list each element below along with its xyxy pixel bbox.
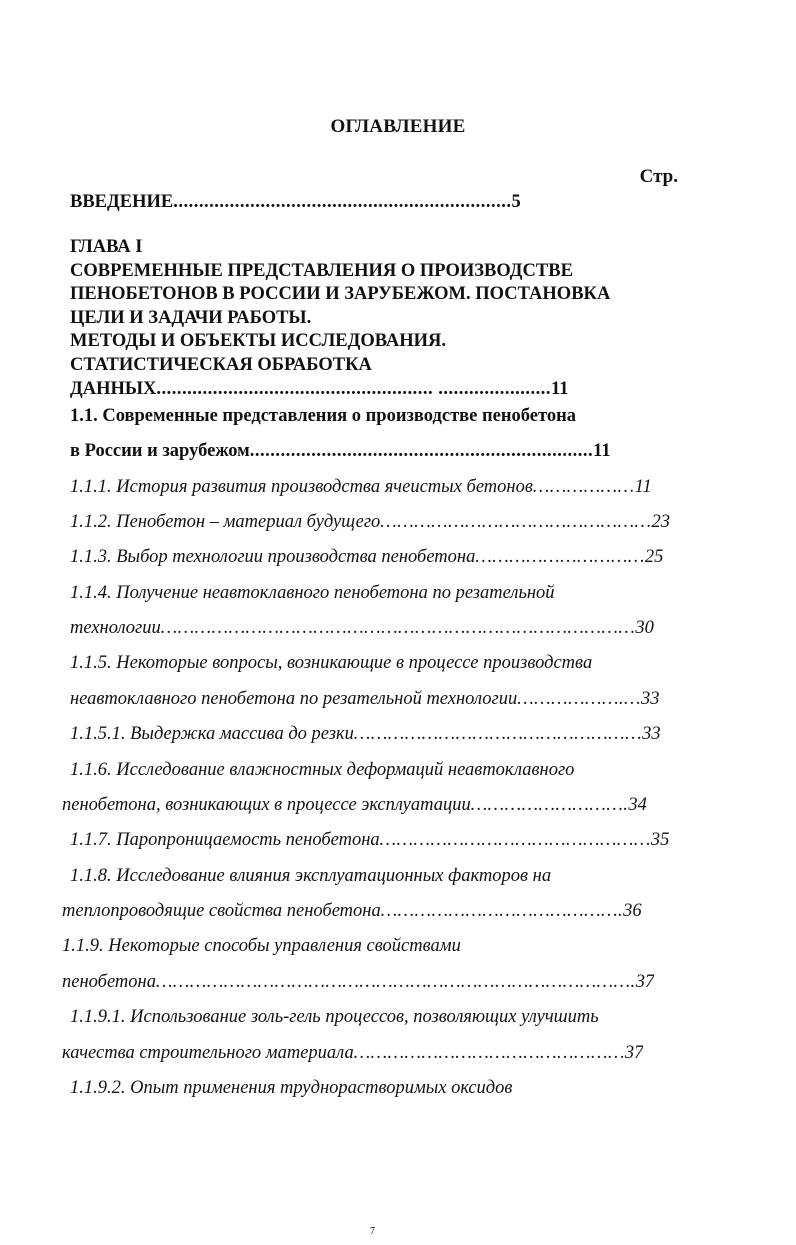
entry-label: технологии [70,618,161,638]
entry-label: 1.1. Современные представления о производстве пенобетона [70,406,576,426]
entry-label: 1.1.3. Выбор технологии производства пенобетона [70,547,476,567]
toc-entry [70,722,661,746]
entry-dots: .................................................................. [173,192,512,212]
entry-label: 1.1.4. Получение неавтоклавного пенобетона по резательной [70,583,555,603]
entry-dots: ………………………. [470,795,629,815]
chapter-line: ГЛАВА I [70,237,143,257]
toc-entry [70,1076,512,1100]
entry-label: качества строительного материала [62,1043,354,1063]
entry-label: 1.1.9. Некоторые способы управления свойствами [62,936,461,956]
toc-entry-intro [70,190,521,214]
toc-entry [70,864,551,888]
toc-entry [70,404,576,428]
toc-entry [70,616,654,640]
toc-entry [62,793,647,817]
entry-label: ВВЕДЕНИЕ [70,192,174,212]
chapter-line: СТАТИСТИЧЕСКАЯ ОБРАБОТКА [70,354,372,375]
entry-label: 1.1.6. Исследование влажностных деформаций неавтоклавного [70,760,575,780]
chapter-line: МЕТОДЫ И ОБЪЕКТЫ ИССЛЕДОВАНИЯ. [70,331,447,351]
entry-label: 1.1.7. Паропроницаемость пенобетона [70,830,380,850]
entry-page: 33 [642,724,661,744]
entry-page: 11 [634,477,652,497]
toc-entry [70,651,592,675]
entry-dots: …………………………………………… [353,724,643,744]
entry-dots: …………………………………………………………………………. [155,972,636,992]
entry-label: 1.1.2. Пенобетон – материал будущего [70,512,381,532]
chapter-line: ЦЕЛИ И ЗАДАЧИ РАБОТЫ. [70,307,312,328]
entry-dots: ………………………………………… [380,512,652,532]
entry-page: 33 [641,689,660,709]
entry-page: 25 [644,547,664,567]
toc-entry [70,1005,599,1029]
toc-entry-chapter-end [70,377,569,401]
toc-entry [70,545,663,569]
entry-page: 23 [651,512,670,532]
entry-label: 1.1.5. Некоторые вопросы, возникающие в процессе производства [70,653,593,673]
toc-entry [62,899,642,923]
entry-page: 5 [511,192,521,212]
entry-dots: ………………………………………………………………………… [160,618,636,638]
entry-label: 1.1.5.1. Выдержка массива до резки [70,724,354,744]
entry-dots: ………………………… [475,547,645,567]
entry-label: 1.1.9.2. Опыт применения труднорастворимых оксидов [70,1078,513,1098]
entry-page: 30 [635,618,654,638]
entry-dots: ……………………………………. [380,901,624,921]
chapter-line: СОВРЕМЕННЫЕ ПРЕДСТАВЛЕНИЯ О ПРОИЗВОДСТВЕ [70,260,573,281]
chapter-heading [70,236,610,377]
entry-page: 35 [650,830,670,850]
entry-label: в России и зарубежом [70,441,250,461]
entry-label: пенобетона, возникающих в процессе эксплуатации [62,795,471,815]
page-number-mark: 7 [370,1226,375,1237]
chapter-line: ПЕНОБЕТОНОВ В РОССИИ И ЗАРУБЕЖОМ. ПОСТАНОВКА [70,284,611,304]
entry-label: теплопроводящие свойства пенобетона [62,901,381,921]
toc-entry [70,475,652,499]
entry-label: 1.1.1. История развития производства ячеистых бетонов [70,477,533,497]
entry-dots: ................................................................... [249,441,594,461]
toc-entry [70,758,574,782]
toc-entry [70,439,611,463]
entry-page: 37 [624,1043,644,1063]
entry-label: 1.1.8. Исследование влияния эксплуатационных факторов на [70,866,552,886]
toc-entry [62,1041,643,1065]
entry-page: 34 [628,795,647,815]
toc-entry [70,581,555,605]
entry-label: пенобетона [62,972,156,992]
entry-dots: ...................................................... ...................... [156,379,552,399]
entry-page: 11 [551,379,569,399]
entry-page: 36 [623,901,642,921]
entry-dots: ……………….… [517,689,641,709]
entry-label: ДАННЫХ [70,379,157,399]
entry-label: 1.1.9.1. Использование золь-гель процессов, позволяющих улучшить [70,1007,599,1027]
page-column-label: Стр. [639,166,678,187]
toc-entry [62,934,461,958]
entry-label: неавтоклавного пенобетона по резательной технологии [70,689,518,709]
toc-entry [70,510,670,534]
page-title: ОГЛАВЛЕНИЕ [330,116,466,137]
toc-entry [62,970,654,994]
entry-dots: ……………… [532,477,635,497]
entry-dots: ………………………………………… [353,1043,625,1063]
toc-entry [70,828,669,852]
toc-entry [70,687,660,711]
entry-dots: ………………………………………… [379,830,651,850]
entry-page: 37 [635,972,655,992]
entry-page: 11 [593,441,611,461]
